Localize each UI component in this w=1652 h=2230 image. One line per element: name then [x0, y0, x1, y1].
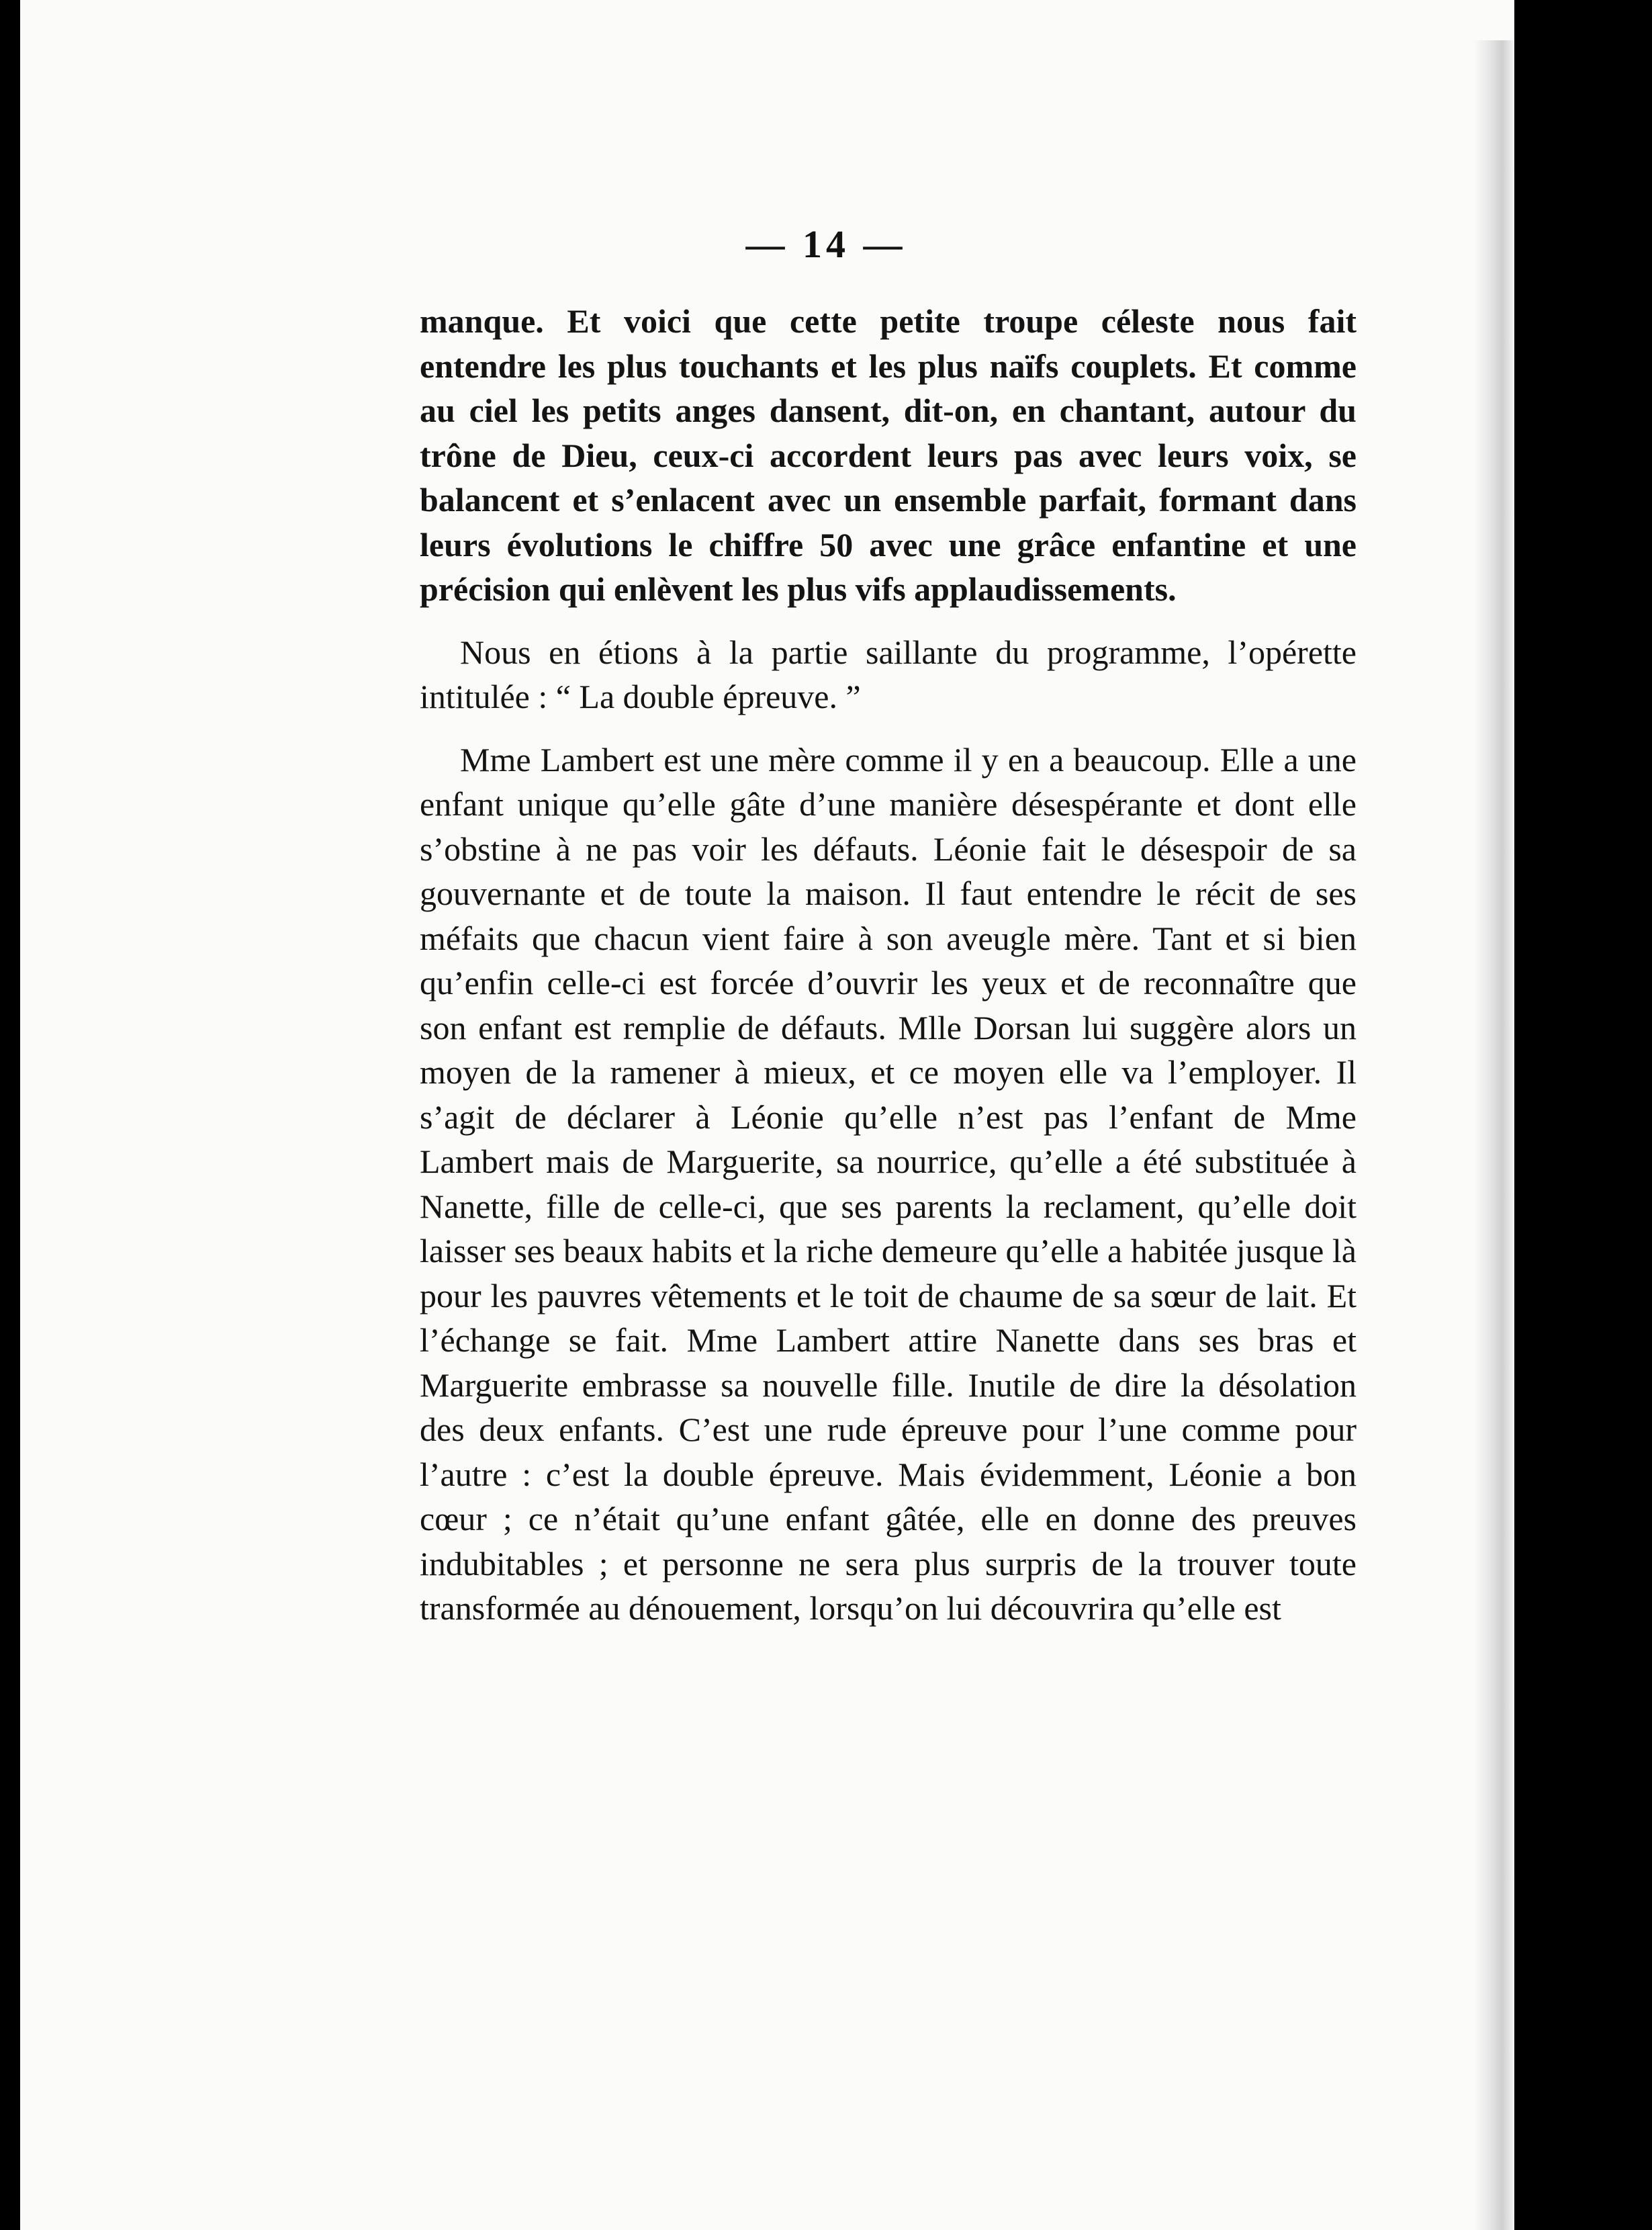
paragraph-operetta-intro: Nous en étions à la partie saillante du programme, l’opérette intitulée : “ La double épreuve. ” [420, 633, 1357, 715]
page-edge-shadow [1474, 40, 1514, 2230]
paragraph-operetta-plot: Mme Lambert est une mère comme il y en a beaucoup. Elle a une enfant unique qu’elle gâte d’une manière désespérante et dont elle s’obstine à ne pas voir les défauts. Léonie fait le désespoir de sa gouvernante et de toute la maison. Il faut entendre le récit de ses méfaits que chacun vient faire à son aveugle mère. Tant et si bien qu’enfin celle-ci est forcée d’ouvrir les yeux et de reconnaître que son enfant est remplie de défauts. Mlle Dorsan lui suggère alors un moyen de la ramener à mieux, et ce moyen elle va l’employer. Il s’agit de déclarer à Léonie qu’elle n’est pas l’enfant de Mme Lambert mais de Marguerite, sa nourrice, qu’elle a été substituée à Nanette, fille de celle-ci, que ses parents la reclament, qu’elle doit laisser ses beaux habits et la riche demeure qu’elle a habitée jusque là pour les pauvres vêtements et le toit de chaume de sa sœur de lait. Et l’échange se fait. Mme Lambert attire Nanette dans ses bras et Marguerite embrasse sa nouvelle fille. Inutile de dire la désolation des deux enfants. C’est une rude épreuve pour l’une comme pour l’autre : c’est la double épreuve. Mais évidemment, Léonie a bon cœur ; ce n’était qu’une enfant gâtée, elle en donne des preuves indubitables ; et personne ne sera plus surpris de la trouver toute transformée au dénouement, lorsqu’on lui découvrira qu’elle est [420, 740, 1357, 1627]
page-number: — 14 — [745, 222, 907, 266]
paragraph-continuation: manque. Et voici que cette petite troupe céleste nous fait entendre les plus touchants et les plus naïfs couplets. Et comme au ciel les petits anges dansent, dit-on, en chantant, autour du trône de Dieu, ceux-ci accordent leurs pas avec leurs voix, se balancent et s’enlacent avec un ensemble parfait, formant dans leurs évolutions le chiffre 50 avec une grâce enfantine et une précision qui enlèvent les plus vifs applaudissements. [420, 302, 1357, 608]
body-text [420, 299, 1357, 1631]
